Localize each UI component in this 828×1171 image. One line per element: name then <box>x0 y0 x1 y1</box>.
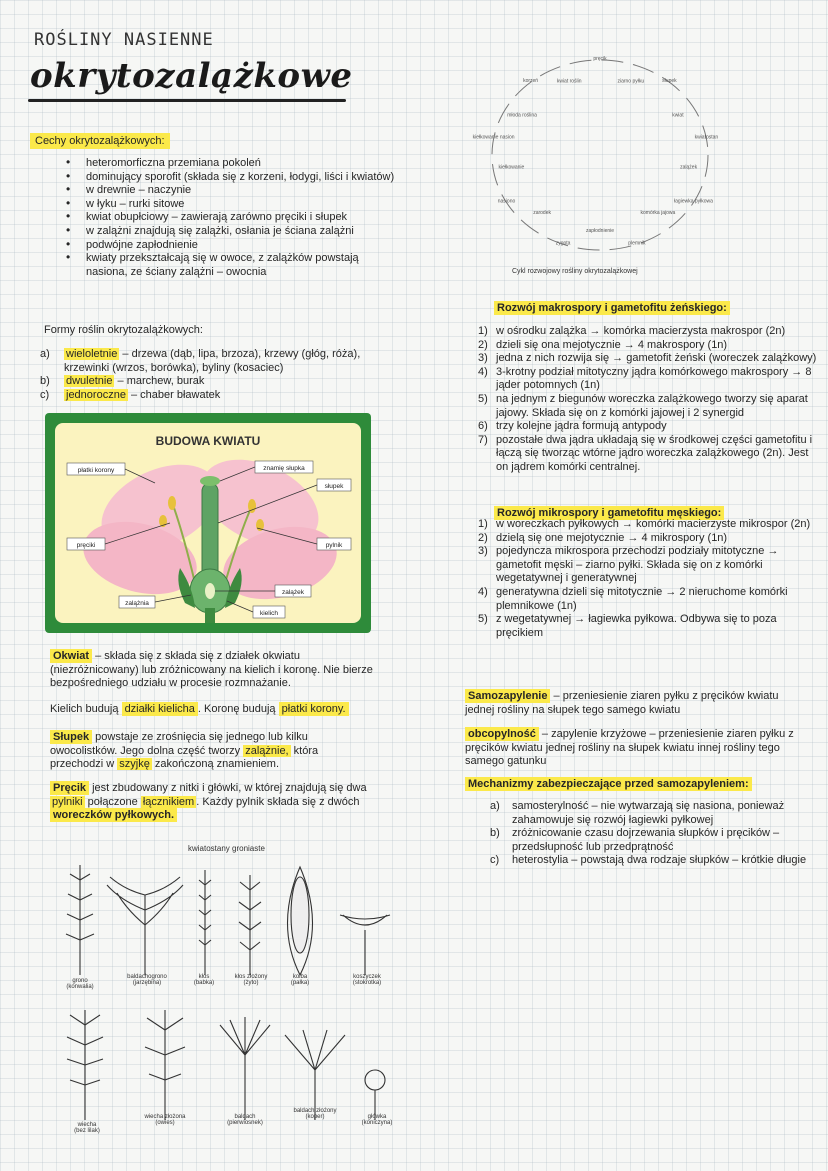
cycle-caption: Cykl rozwojowy rośliny okrytozalążkowej <box>512 268 638 275</box>
list-item: b) dwuletnie – marchew, burak <box>40 375 205 388</box>
self-pollination: Samozapylenie – przeniesienie ziaren pyłku z pręcików kwiatu jednej rośliny na słupek tego samego kwiatu <box>465 690 779 716</box>
list-item: 7) pozostałe dwa jądra układają się w środkowej części gametofitu i łączą się tworząc wtórne jądro woreczka zalążkowego (2n). Jest on jądrem komórki centralnej. <box>478 433 813 473</box>
cycle-stage-label: młoda roślina <box>507 112 537 119</box>
list-item: c) heterostylia – powstają dwa rodzaje słupków – krótkie długie <box>490 854 807 867</box>
microspore-heading: Rozwój mikrospory i gametofitu męskiego: <box>494 507 724 521</box>
list-item: 1) w woreczkach pyłkowych → komórki macierzyste mikrospor (2n) <box>478 518 811 530</box>
macrospore-heading: Rozwój makrospory i gametofitu żeńskiego: <box>494 302 730 316</box>
forms-list <box>40 348 400 402</box>
label-pistil: słupek <box>324 483 344 490</box>
label-anther: pylnik <box>325 542 343 549</box>
list-item: b) zróżnicowanie czasu dojrzewania słupków i pręcików – przedsłupność lub przedprątność <box>490 827 780 853</box>
list-item: • w drewnie – naczynie <box>60 184 400 198</box>
life-cycle-diagram <box>460 40 740 270</box>
def-slupek: Słupek powstaje ze zrośnięcia się jednego lub kilku owocolistków. Jego dolna część tworzy zalążnie, która przechodzi w szyjkę zakończoną znamieniem. <box>50 731 319 771</box>
top-title: ROŚLINY NASIENNE <box>34 30 214 50</box>
mechanisms-list <box>490 800 810 868</box>
list-item: c) jednoroczne – chaber bławatek <box>40 388 221 401</box>
cycle-stage-label: zapłodnienie <box>585 228 615 234</box>
label-sepals: kielich <box>259 610 279 617</box>
cycle-stage-label: łagiewka pyłkowa <box>674 198 713 205</box>
main-title: okrytozalążkowe <box>30 56 353 96</box>
def-precik: Pręcik jest zbudowany z nitki i główki, w której znajdują się dwa pylniki połączone łącznikiem . Każdy pylnik składa się z dwóch woreczków pyłkowych. <box>52 782 367 822</box>
cycle-stage-label: pręcik <box>593 56 607 62</box>
inflorescence-heading: kwiatostany groniaste <box>188 844 265 853</box>
label-stigma: znamię słupka <box>263 465 305 472</box>
cycle-stage-label: słupek <box>662 78 677 85</box>
cycle-stage-label: plemnik <box>628 240 646 247</box>
cycle-stage-label: kwiat roślin <box>556 78 582 85</box>
list-item: 3) pojedyncza mikrospora przechodzi podziały mitotyczne → gametofit męski – ziarno pyłki. Składa się on z komórki wegetatywnej i generatywnej <box>478 545 779 585</box>
label-ovule: zalążek <box>281 589 305 596</box>
cycle-stage-label: nasiono <box>497 198 516 205</box>
forms-heading: Formy roślin okrytozalążkowych: <box>44 324 203 336</box>
head-icon <box>365 1070 385 1120</box>
list-item: • kwiaty przekształcają się w owoce, z zalążków powstają nasiona, ze ściany zalążni – owocnia <box>60 252 400 279</box>
list-item: • w łyku – rurki sitowe <box>60 198 400 212</box>
mechanisms-heading: Mechanizmy zabezpieczające przed samozapyleniem: <box>465 778 752 792</box>
list-item: 6) trzy kolejne jądra formują antypody <box>478 420 667 433</box>
list-item: 4) generatywna dzieli się mitotycznie → 2 nieruchome komórki plemnikowe (1n) <box>478 585 788 612</box>
label-stamens: pręciki <box>76 542 96 549</box>
list-item: a) wieloletnie – drzewa (dąb, lipa, brzoza), krzewy (głóg, róża), krzewinki (wrzos, borówka), byliny (kosaciec) <box>40 348 361 374</box>
compound-panicle-icon <box>145 1010 185 1120</box>
cycle-stage-label: kiełkowanie <box>498 164 525 171</box>
umbel-icon <box>220 1017 270 1120</box>
cycle-stage-label: kiełkowanie nasion <box>472 134 515 141</box>
list-item: 4) 3-krotny podział mitotyczny jądra komórkowego makrospory → 8 jąder potomnych (1n) <box>478 365 812 392</box>
cycle-stage-label: kwiat <box>672 112 684 119</box>
anther <box>168 496 176 510</box>
features-heading: Cechy okrytozalążkowych: <box>30 135 170 149</box>
inflorescence-diagram <box>45 855 405 1135</box>
list-item: a) samosterylność – nie wytwarzają się nasiona, ponieważ zahamowuje się rozwój łagiewki pyłkowej <box>490 800 785 826</box>
macrospore-list <box>478 325 818 475</box>
title-underline <box>28 99 346 102</box>
microspore-list <box>478 518 813 640</box>
cycle-stage-label: zygota <box>555 240 571 247</box>
compound-umbel-icon <box>285 1030 345 1120</box>
features-list <box>60 157 400 279</box>
corymb-icon <box>107 877 183 975</box>
flower-title: BUDOWA KWIATU <box>155 434 261 448</box>
list-item: • heteromorficzna przemiana pokoleń <box>60 157 400 171</box>
list-item: • w zalążni znajdują się zalążki, osłania je ściana zalążni <box>60 225 400 239</box>
list-item: 2) dzieli się ona mejotycznie → 4 makrospory (1n) <box>478 338 728 351</box>
raceme-icon <box>66 865 94 975</box>
cycle-stage-label: zalążek <box>680 164 698 171</box>
spadix-icon <box>288 867 313 975</box>
panicle-icon <box>67 1010 103 1120</box>
label-ovary: zalążnia <box>125 600 149 607</box>
label-petals: płatki korony <box>77 467 115 474</box>
stigma <box>200 476 220 486</box>
spike-icon <box>199 870 211 975</box>
cycle-stage-label: kwiatostan <box>694 134 719 141</box>
cross-pollination: obcopylność – zapylenie krzyżowe – przeniesienie ziaren pyłku z pręcików kwiatu jednej rośliny na słupek kwiatu innej rośliny tego samego gatunku <box>465 728 794 768</box>
def-okwiat: Okwiat – składa się z składa się z działek okwiatu (niezróżnicowany) lub zróżnicowany na kielich i koronę. Nie bierze bezpośredniego udziału w procesie rozmnażanie. <box>50 650 373 690</box>
flower-diagram <box>45 413 371 633</box>
cycle-stage-label: zarodek <box>533 210 551 216</box>
list-item: 3) jedna z nich rozwija się → gametofit żeński (woreczek zalążkowy) <box>478 352 817 365</box>
flower-illustration <box>45 413 371 633</box>
list-item: • dominujący sporofit (składa się z korzeni, łodygi, liści i kwiatów) <box>60 171 400 185</box>
cycle-stage-label: korzeń <box>523 78 539 85</box>
list-item: 1) w ośrodku zalążka → komórka macierzysta makrospor (2n) <box>478 325 786 337</box>
cycle-stage-label: komórka jajowa <box>640 210 676 216</box>
compound-spike-icon <box>239 875 261 975</box>
list-item: 5) na jednym z biegunów woreczka zalążkowego tworzy się aparat jajowy. Składa się on z komórki jajowej i 2 synergid <box>478 392 808 419</box>
cycle-stage-label: ziarno pyłku <box>617 78 645 85</box>
list-item: • podwójne zapłodnienie <box>60 239 400 253</box>
list-item: 5) z wegetatywnej → łagiewka pyłkowa. Odbywa się to poza pręcikiem <box>478 613 777 639</box>
capitulum-icon <box>340 915 390 975</box>
list-item: • kwiat obupłciowy – zawierają zarówno pręciki i słupek <box>60 211 400 225</box>
def-kielich: Kielich budują działki kielicha . Koronę budują płatki korony. <box>50 703 390 717</box>
list-item: 2) dzielą się one mejotycznie → 4 mikrospory (1n) <box>478 531 728 544</box>
